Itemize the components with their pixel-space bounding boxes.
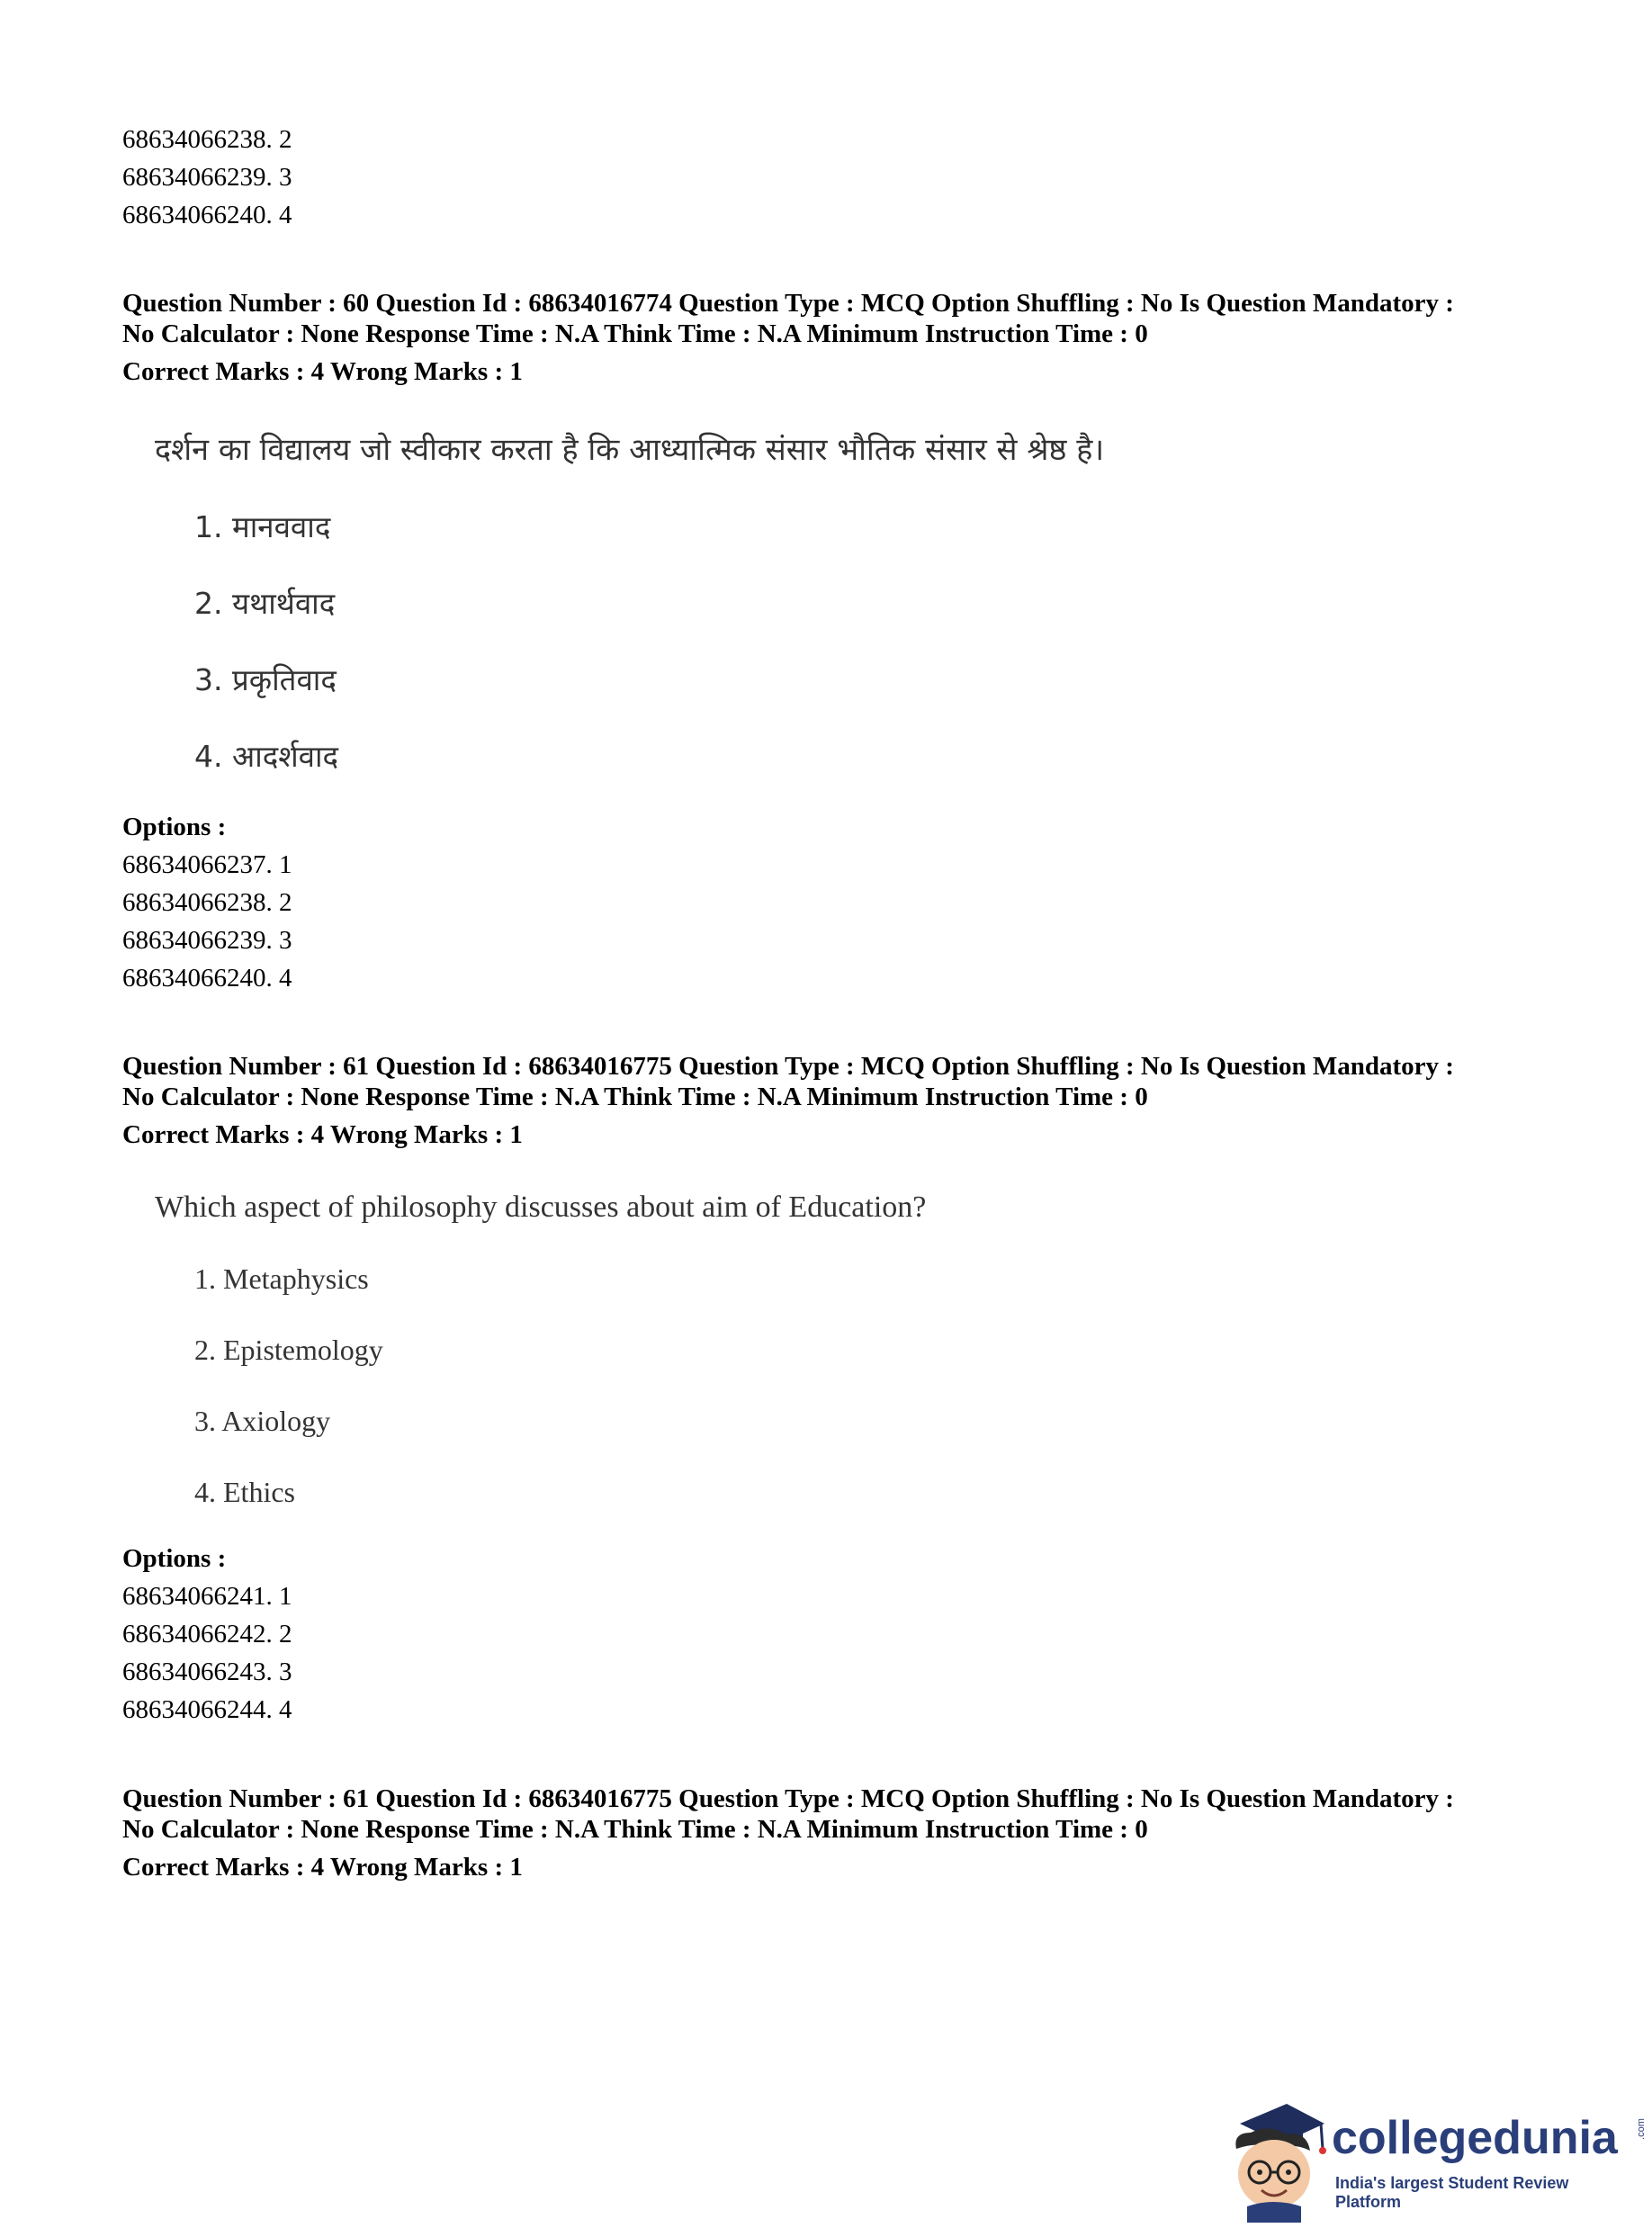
question-text: दर्शन का विद्यालय जो स्वीकार करता है कि आध्यात्मिक संसार भौतिक संसार से श्रेष्ठ है। [155,432,1105,468]
option-line: 68634066243. 3 [122,1658,292,1686]
option-line: 68634066237. 1 [122,850,292,879]
logo-wordmark: collegedunia [1332,2112,1618,2164]
question-header-line1: Question Number : 61 Question Id : 68634016775 Question Type : MCQ Option Shuffling : No Is Question Mandatory : [122,1052,1454,1081]
collegedunia-logo[interactable] [1224,2097,1647,2223]
question-header-line1: Question Number : 60 Question Id : 68634016774 Question Type : MCQ Option Shuffling : No Is Question Mandatory : [122,289,1454,318]
option-line: 68634066244. 4 [122,1695,292,1724]
question-text: Which aspect of philosophy discusses about aim of Education? [155,1190,927,1224]
option-line: 68634066242. 2 [122,1620,292,1649]
choice-1: 1. मानववाद [194,509,331,544]
choice-3: 3. Axiology [194,1405,331,1437]
option-line: 68634066240. 4 [122,201,292,229]
option-line: 68634066239. 3 [122,163,292,192]
question-header-line2: No Calculator : None Response Time : N.A Think Time : N.A Minimum Instruction Time : 0 [122,1083,1148,1111]
question-header-line1: Question Number : 61 Question Id : 68634016775 Question Type : MCQ Option Shuffling : No Is Question Mandatory : [122,1784,1454,1813]
choice-1: 1. Metaphysics [194,1262,369,1295]
option-line: 68634066239. 3 [122,926,292,955]
option-line: 68634066238. 2 [122,888,292,917]
question-marks: Correct Marks : 4 Wrong Marks : 1 [122,1853,523,1882]
choice-3: 3. प्रकृतिवाद [194,662,337,697]
options-label: Options : [122,813,227,841]
question-header-line2: No Calculator : None Response Time : N.A Think Time : N.A Minimum Instruction Time : 0 [122,319,1148,348]
choice-2: 2. Epistemology [194,1334,383,1366]
option-line: 68634066240. 4 [122,964,292,993]
logo-tagline: India's largest Student Review Platform [1335,2174,1569,2211]
options-label: Options : [122,1544,227,1573]
question-marks: Correct Marks : 4 Wrong Marks : 1 [122,357,523,386]
choice-4: 4. Ethics [194,1476,295,1508]
choice-4: 4. आदर्शवाद [194,739,339,774]
question-header-line2: No Calculator : None Response Time : N.A Think Time : N.A Minimum Instruction Time : 0 [122,1815,1148,1844]
choice-2: 2. यथार्थवाद [194,586,336,621]
option-line: 68634066241. 1 [122,1582,292,1611]
logo-suffix: .com [1635,2118,1647,2140]
option-line: 68634066238. 2 [122,125,292,154]
question-marks: Correct Marks : 4 Wrong Marks : 1 [122,1120,523,1149]
student-mascot-icon [1224,2097,1332,2223]
